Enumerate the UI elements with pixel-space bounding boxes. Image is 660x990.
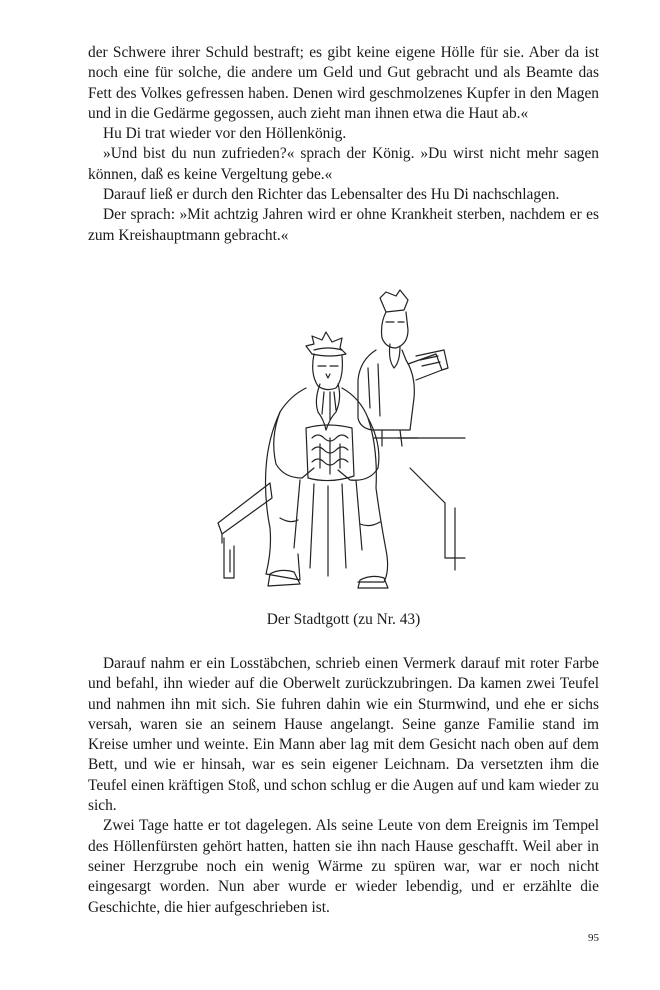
- top-text-block: [88, 43, 599, 246]
- figure-caption: Der Stadtgott (zu Nr. 43): [266, 611, 421, 628]
- page-number: 95: [588, 932, 599, 944]
- paragraph: Darauf ließ er durch den Richter das Lebensalter des Hu Di nachschlagen.: [103, 186, 560, 204]
- paragraph: der Schwere ihrer Schuld bestraft; es gibt keine eigene Hölle für sie. Aber da ist noch eine für solche, die andere um Geld und Gut gebracht und als Beamte das Fett des Volkes gefressen haben. Denen wird geschmolzenes Kupfer in den Magen und in die Gedärme gegossen, auch zieht man ihnen etwa die Haut ab.«: [88, 44, 599, 122]
- paragraph: Zwei Tage hatte er tot dagelegen. Als seine Leute von dem Ereignis im Tempel des Höllenfürsten gehört hatten, hatten sie ihn nach Hause geschafft. Weil aber in seiner Herzgrube noch ein wenig Wärme zu spüren war, war er noch nicht eingesargt worden. Nun aber wurde er wieder lebendig, und er erzählte die Geschichte, die hier aufgeschrieben ist.: [88, 817, 599, 916]
- city-god-illustration: [210, 288, 480, 593]
- paragraph: Darauf nahm er ein Losstäbchen, schrieb einen Vermerk darauf mit roter Farbe und befahl, ihn wieder auf die Oberwelt zurückzubringen. Da kamen zwei Teufel und nahmen ihn mit sich. Sie fuhren dahin wie ein Sturmwind, und ehe er sichs versah, waren sie an seinem Hause angelangt. Seine ganze Familie stand im Kreise umher und weinte. Ein Mann aber lag mit dem Gesicht nach oben auf dem Bett, und wie er hinsah, war es sein eigener Leichnam. Da versetzten ihm die Teufel einen kräftigen Stoß, und schon schlug er die Augen auf und kam wieder zu sich.: [88, 655, 599, 815]
- bottom-text-block: [88, 654, 599, 918]
- paragraph: »Und bist du nun zufrieden?« sprach der König. »Du wirst nicht mehr sagen können, daß es keine Vergeltung gebe.«: [88, 145, 599, 183]
- paragraph: Hu Di trat wieder vor den Höllenkönig.: [103, 125, 347, 143]
- paragraph: Der sprach: »Mit achtzig Jahren wird er ohne Krankheit sterben, nachdem er es zum Kreishauptmann gebracht.«: [88, 206, 599, 244]
